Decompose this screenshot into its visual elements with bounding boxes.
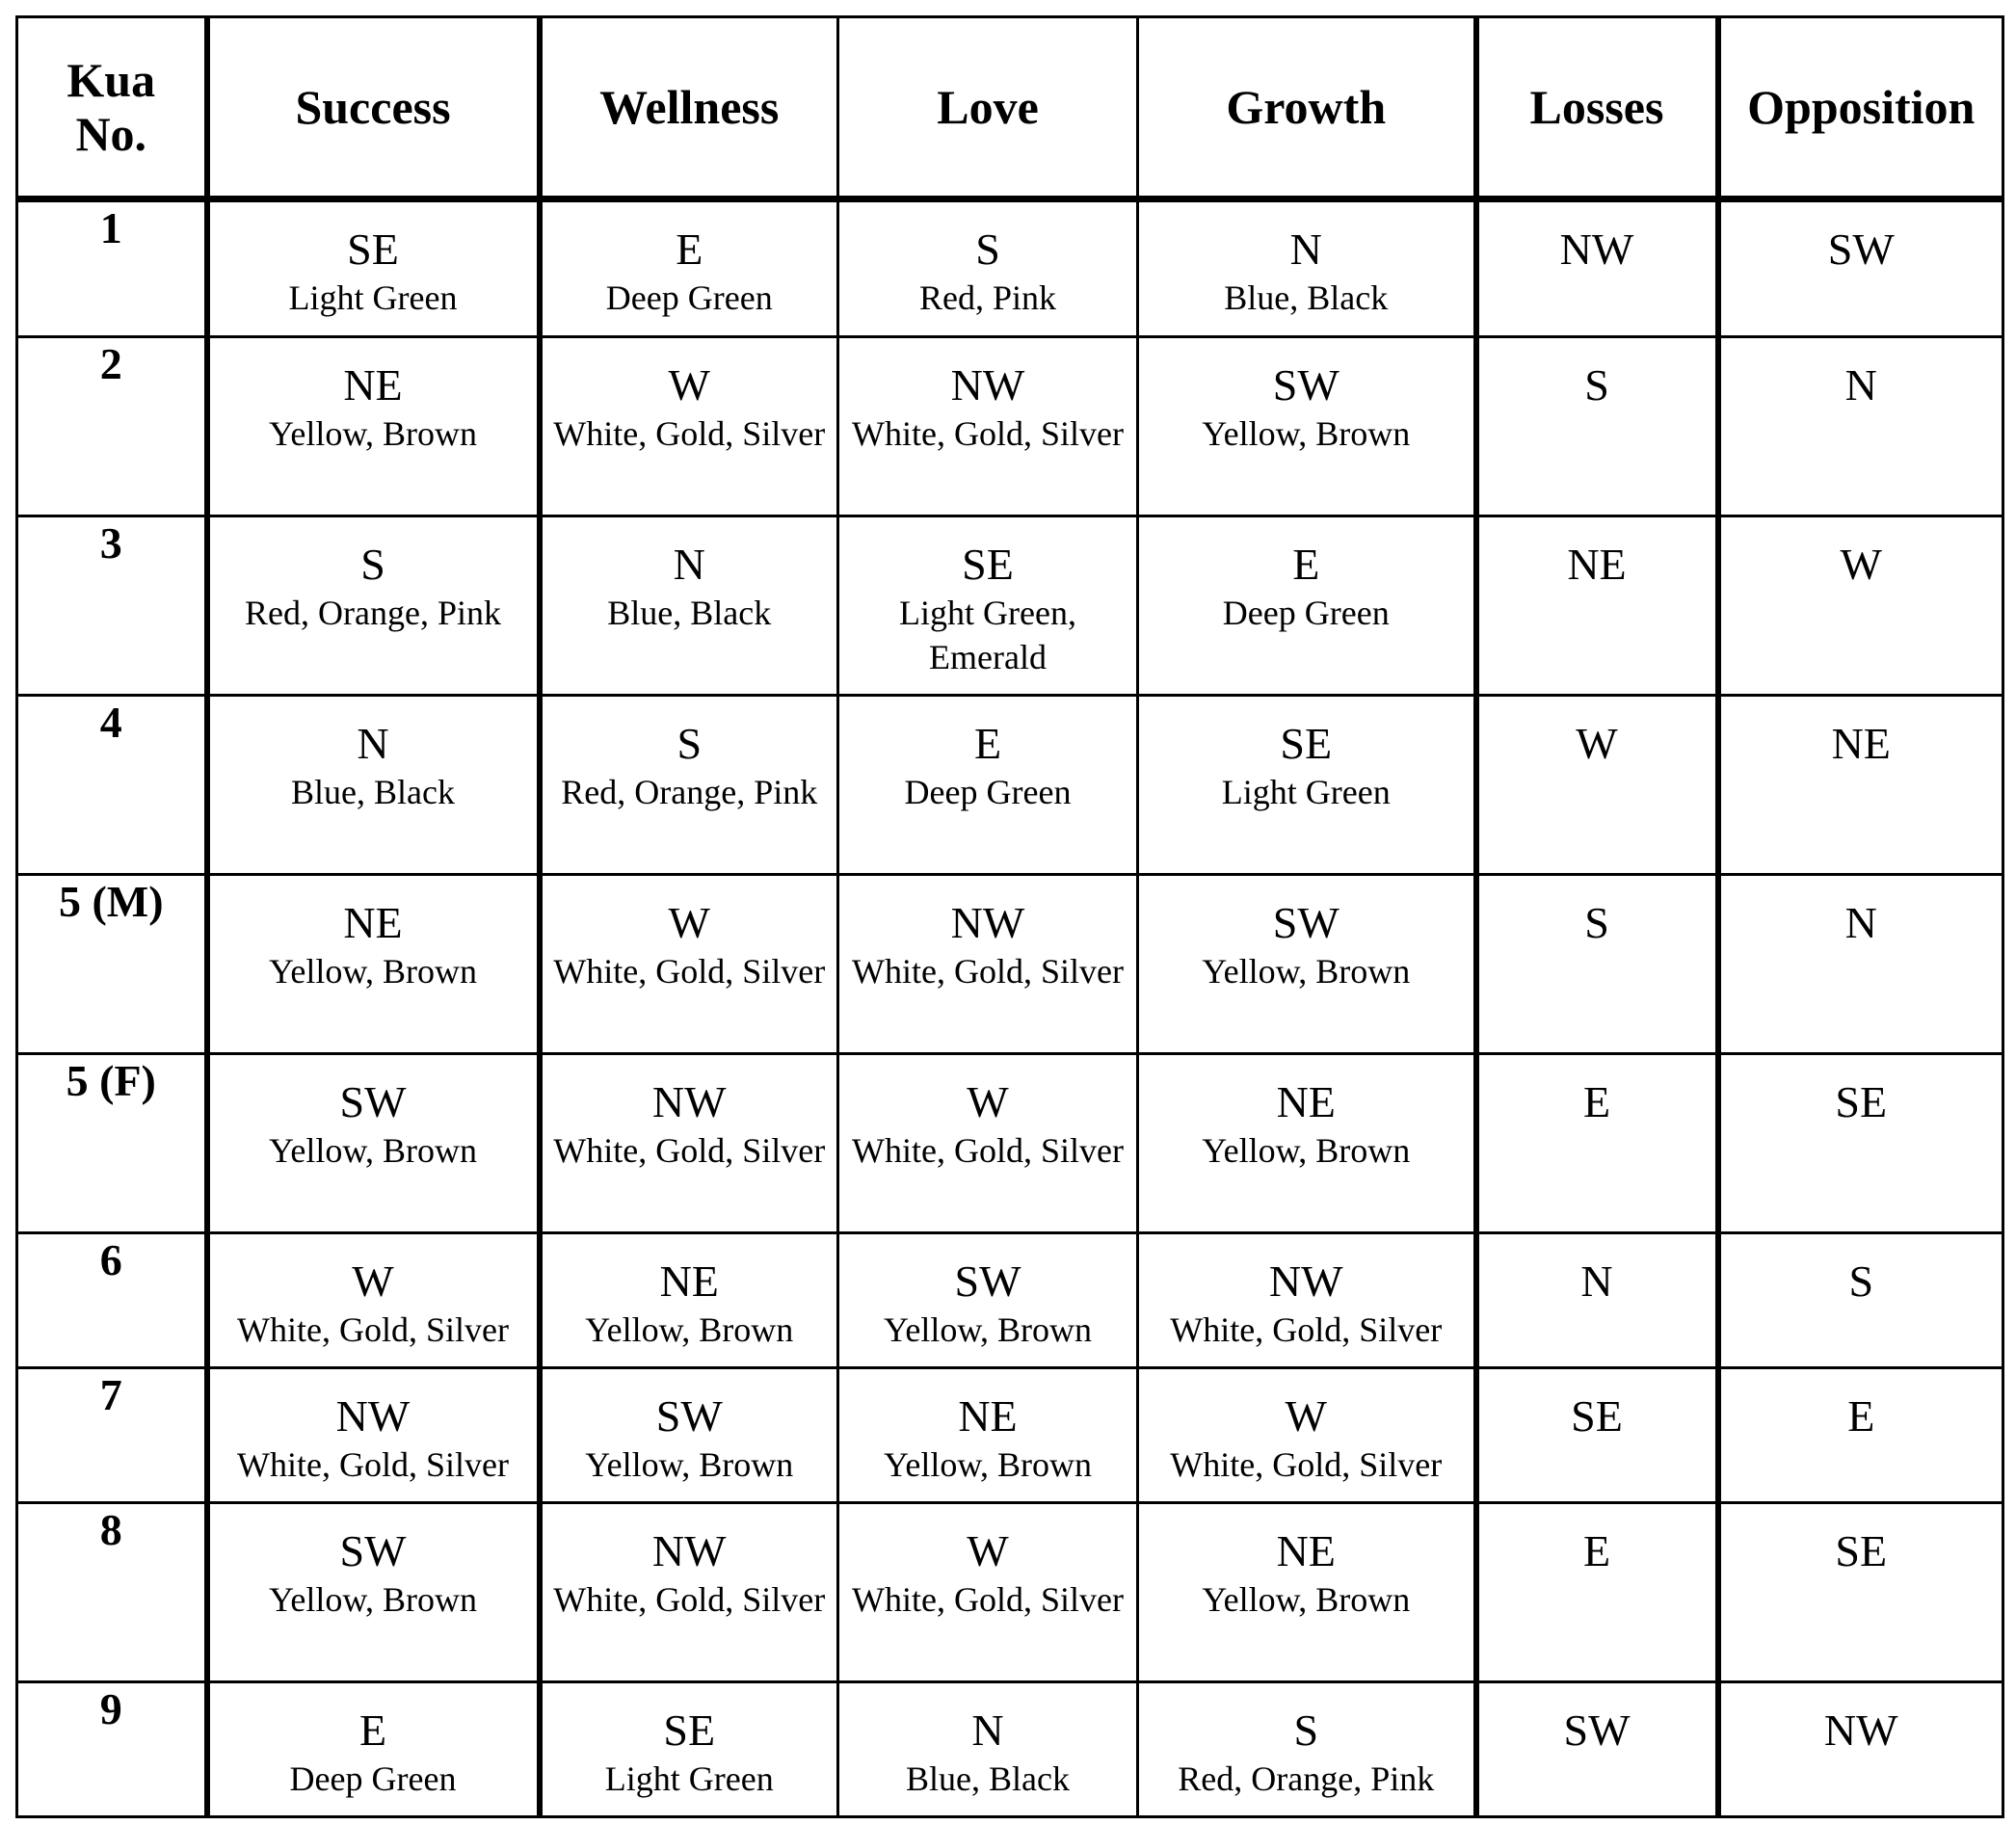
love-cell — [838, 1682, 1138, 1817]
love-colors: Red, Pink — [918, 278, 1056, 317]
growth-colors: Light Green — [1221, 773, 1391, 811]
growth-colors: White, Gold, Silver — [1170, 1445, 1443, 1484]
wellness-cell — [540, 1233, 838, 1368]
header-growth: Growth — [1138, 17, 1476, 199]
wellness-colors: White, Gold, Silver — [553, 1131, 826, 1170]
opposition-cell — [1718, 1503, 2003, 1682]
opposition-cell — [1718, 1233, 2003, 1368]
header-love: Love — [838, 17, 1138, 199]
losses-cell — [1476, 199, 1718, 337]
table-row — [17, 516, 2003, 696]
wellness-cell — [540, 1503, 838, 1682]
opposition-direction: NE — [1831, 719, 1891, 768]
kua-number: 4 — [99, 698, 122, 747]
header-kua-line1: Kua — [66, 53, 156, 107]
losses-cell — [1476, 696, 1718, 875]
opposition-direction: SW — [1827, 225, 1895, 274]
growth-colors: Yellow, Brown — [1202, 952, 1411, 991]
wellness-colors: Deep Green — [605, 278, 773, 317]
losses-direction: W — [1576, 719, 1618, 768]
losses-direction: SE — [1571, 1391, 1623, 1441]
table-row — [17, 1682, 2003, 1817]
header-row — [17, 17, 2003, 199]
growth-direction: N — [1289, 225, 1322, 274]
opposition-direction: SE — [1835, 1526, 1888, 1575]
love-cell — [838, 1503, 1138, 1682]
growth-direction: NE — [1276, 1526, 1336, 1575]
growth-direction: SE — [1280, 719, 1333, 768]
opposition-direction: N — [1844, 360, 1877, 410]
wellness-direction: N — [673, 540, 705, 589]
love-colors: Yellow, Brown — [883, 1310, 1093, 1349]
success-direction: SW — [339, 1526, 407, 1575]
love-direction: N — [971, 1706, 1004, 1755]
wellness-cell — [540, 1368, 838, 1503]
success-direction: N — [357, 719, 389, 768]
growth-colors: Yellow, Brown — [1202, 1131, 1411, 1170]
love-direction: E — [973, 719, 1002, 768]
kua-number: 5 (M) — [58, 877, 164, 926]
love-direction: NE — [958, 1391, 1018, 1441]
success-colors: Yellow, Brown — [268, 414, 478, 453]
wellness-direction: W — [668, 898, 710, 947]
success-colors: Blue, Black — [291, 773, 455, 811]
success-colors: Red, Orange, Pink — [245, 594, 501, 632]
growth-colors: Yellow, Brown — [1202, 1580, 1411, 1619]
growth-cell — [1138, 875, 1476, 1054]
kua-number-cell — [17, 1054, 207, 1233]
love-colors: White, Gold, Silver — [852, 414, 1124, 453]
losses-cell — [1476, 1233, 1718, 1368]
losses-direction: E — [1582, 1526, 1611, 1575]
success-colors: Deep Green — [289, 1759, 457, 1798]
kua-number: 1 — [99, 203, 122, 252]
love-direction: NW — [950, 898, 1025, 947]
love-colors: Blue, Black — [906, 1759, 1070, 1798]
wellness-colors: Light Green — [604, 1759, 774, 1798]
love-cell — [838, 696, 1138, 875]
losses-cell — [1476, 1503, 1718, 1682]
losses-cell — [1476, 1054, 1718, 1233]
losses-cell — [1476, 516, 1718, 696]
success-direction: NE — [343, 898, 403, 947]
losses-cell — [1476, 1368, 1718, 1503]
wellness-cell — [540, 696, 838, 875]
wellness-cell — [540, 337, 838, 516]
love-direction: S — [975, 225, 1000, 274]
wellness-direction: NW — [651, 1526, 727, 1575]
growth-cell — [1138, 1233, 1476, 1368]
love-cell — [838, 1054, 1138, 1233]
kua-number-cell — [17, 1503, 207, 1682]
wellness-colors: White, Gold, Silver — [553, 1580, 826, 1619]
growth-colors: Yellow, Brown — [1202, 414, 1411, 453]
losses-cell — [1476, 875, 1718, 1054]
kua-number: 8 — [99, 1505, 122, 1554]
kua-table — [15, 15, 2004, 1818]
success-cell — [207, 1682, 540, 1817]
wellness-cell — [540, 1682, 838, 1817]
growth-colors: Deep Green — [1222, 594, 1390, 632]
header-losses: Losses — [1476, 17, 1718, 199]
table-row — [17, 199, 2003, 337]
header-success: Success — [207, 17, 540, 199]
love-direction: W — [967, 1077, 1009, 1126]
opposition-cell — [1718, 337, 2003, 516]
success-colors: White, Gold, Silver — [237, 1310, 509, 1349]
love-cell — [838, 1368, 1138, 1503]
losses-direction: SW — [1563, 1706, 1631, 1755]
opposition-cell — [1718, 199, 2003, 337]
wellness-direction: SW — [655, 1391, 723, 1441]
success-direction: NE — [343, 360, 403, 410]
success-cell — [207, 199, 540, 337]
love-colors: Deep Green — [904, 773, 1072, 811]
kua-number-cell — [17, 875, 207, 1054]
love-direction: NW — [950, 360, 1025, 410]
success-colors: White, Gold, Silver — [237, 1445, 509, 1484]
kua-number-cell — [17, 199, 207, 337]
success-cell — [207, 1368, 540, 1503]
losses-direction: N — [1580, 1256, 1613, 1306]
kua-number: 6 — [99, 1235, 122, 1284]
wellness-colors: White, Gold, Silver — [553, 414, 826, 453]
losses-direction: NE — [1567, 540, 1627, 589]
growth-direction: W — [1285, 1391, 1327, 1441]
opposition-direction: N — [1844, 898, 1877, 947]
losses-direction: E — [1582, 1077, 1611, 1126]
success-direction: SE — [347, 225, 399, 274]
wellness-direction: NW — [651, 1077, 727, 1126]
opposition-cell — [1718, 875, 2003, 1054]
wellness-direction: W — [668, 360, 710, 410]
kua-number-cell — [17, 1233, 207, 1368]
success-cell — [207, 875, 540, 1054]
table-row — [17, 696, 2003, 875]
wellness-colors: White, Gold, Silver — [553, 952, 826, 991]
losses-cell — [1476, 1682, 1718, 1817]
wellness-colors: Red, Orange, Pink — [561, 773, 818, 811]
wellness-cell — [540, 199, 838, 337]
growth-direction: NE — [1276, 1077, 1336, 1126]
growth-colors: White, Gold, Silver — [1170, 1310, 1443, 1349]
growth-cell — [1138, 1503, 1476, 1682]
growth-colors: Blue, Black — [1224, 278, 1389, 317]
love-colors: Yellow, Brown — [883, 1445, 1093, 1484]
losses-direction: NW — [1559, 225, 1634, 274]
love-direction: W — [967, 1526, 1009, 1575]
table-row — [17, 875, 2003, 1054]
losses-direction: S — [1584, 898, 1609, 947]
losses-direction: S — [1584, 360, 1609, 410]
table-row — [17, 1233, 2003, 1368]
growth-cell — [1138, 1368, 1476, 1503]
wellness-colors: Yellow, Brown — [585, 1310, 794, 1349]
love-colors: White, Gold, Silver — [852, 1131, 1124, 1170]
success-colors: Yellow, Brown — [268, 1131, 478, 1170]
wellness-colors: Blue, Black — [607, 594, 772, 632]
wellness-direction: S — [676, 719, 703, 768]
love-colors: White, Gold, Silver — [852, 952, 1124, 991]
growth-direction: NW — [1268, 1256, 1343, 1306]
wellness-cell — [540, 1054, 838, 1233]
table-row — [17, 1503, 2003, 1682]
opposition-cell — [1718, 1682, 2003, 1817]
love-cell — [838, 516, 1138, 696]
header-kua-no — [17, 17, 207, 199]
table-row — [17, 337, 2003, 516]
kua-number-cell — [17, 1682, 207, 1817]
growth-cell — [1138, 696, 1476, 875]
opposition-direction: E — [1847, 1391, 1875, 1441]
header-opposition: Opposition — [1718, 17, 2003, 199]
kua-number-cell — [17, 696, 207, 875]
success-cell — [207, 1233, 540, 1368]
kua-number: 9 — [99, 1684, 122, 1733]
header-kua-line2: No. — [75, 107, 147, 161]
losses-cell — [1476, 337, 1718, 516]
table-row — [17, 1368, 2003, 1503]
kua-number: 7 — [99, 1370, 122, 1419]
love-cell — [838, 1233, 1138, 1368]
success-cell — [207, 516, 540, 696]
success-cell — [207, 1054, 540, 1233]
love-colors: Light Green, Emerald — [899, 594, 1076, 676]
wellness-cell — [540, 875, 838, 1054]
success-colors: Light Green — [288, 278, 458, 317]
success-cell — [207, 1503, 540, 1682]
growth-colors: Red, Orange, Pink — [1178, 1759, 1435, 1798]
success-direction: NW — [335, 1391, 411, 1441]
success-direction: S — [360, 540, 385, 589]
success-colors: Yellow, Brown — [268, 952, 478, 991]
kua-number: 3 — [99, 518, 122, 568]
wellness-colors: Yellow, Brown — [585, 1445, 794, 1484]
success-direction: E — [358, 1706, 387, 1755]
growth-direction: SW — [1272, 360, 1340, 410]
opposition-direction: W — [1840, 540, 1882, 589]
opposition-cell — [1718, 1054, 2003, 1233]
opposition-cell — [1718, 516, 2003, 696]
love-colors: White, Gold, Silver — [852, 1580, 1124, 1619]
love-cell — [838, 337, 1138, 516]
wellness-direction: SE — [663, 1706, 716, 1755]
love-direction: SE — [962, 540, 1014, 589]
growth-direction: S — [1293, 1706, 1319, 1755]
growth-direction: SW — [1272, 898, 1340, 947]
success-colors: Yellow, Brown — [268, 1580, 478, 1619]
opposition-cell — [1718, 1368, 2003, 1503]
opposition-cell — [1718, 696, 2003, 875]
growth-cell — [1138, 1054, 1476, 1233]
opposition-direction: NW — [1823, 1706, 1898, 1755]
table-row — [17, 1054, 2003, 1233]
success-direction: W — [352, 1256, 394, 1306]
wellness-direction: E — [676, 225, 703, 274]
kua-number-cell — [17, 1368, 207, 1503]
success-cell — [207, 696, 540, 875]
kua-number: 5 (F) — [66, 1056, 156, 1105]
header-wellness: Wellness — [540, 17, 838, 199]
love-direction: SW — [954, 1256, 1021, 1306]
love-cell — [838, 875, 1138, 1054]
growth-direction: E — [1292, 540, 1320, 589]
growth-cell — [1138, 1682, 1476, 1817]
growth-cell — [1138, 199, 1476, 337]
growth-cell — [1138, 337, 1476, 516]
success-cell — [207, 337, 540, 516]
growth-cell — [1138, 516, 1476, 696]
kua-number-cell — [17, 337, 207, 516]
success-direction: SW — [339, 1077, 407, 1126]
kua-number-cell — [17, 516, 207, 696]
kua-number: 2 — [99, 339, 122, 388]
love-cell — [838, 199, 1138, 337]
wellness-cell — [540, 516, 838, 696]
wellness-direction: NE — [659, 1256, 719, 1306]
opposition-direction: S — [1848, 1256, 1874, 1306]
opposition-direction: SE — [1835, 1077, 1888, 1126]
